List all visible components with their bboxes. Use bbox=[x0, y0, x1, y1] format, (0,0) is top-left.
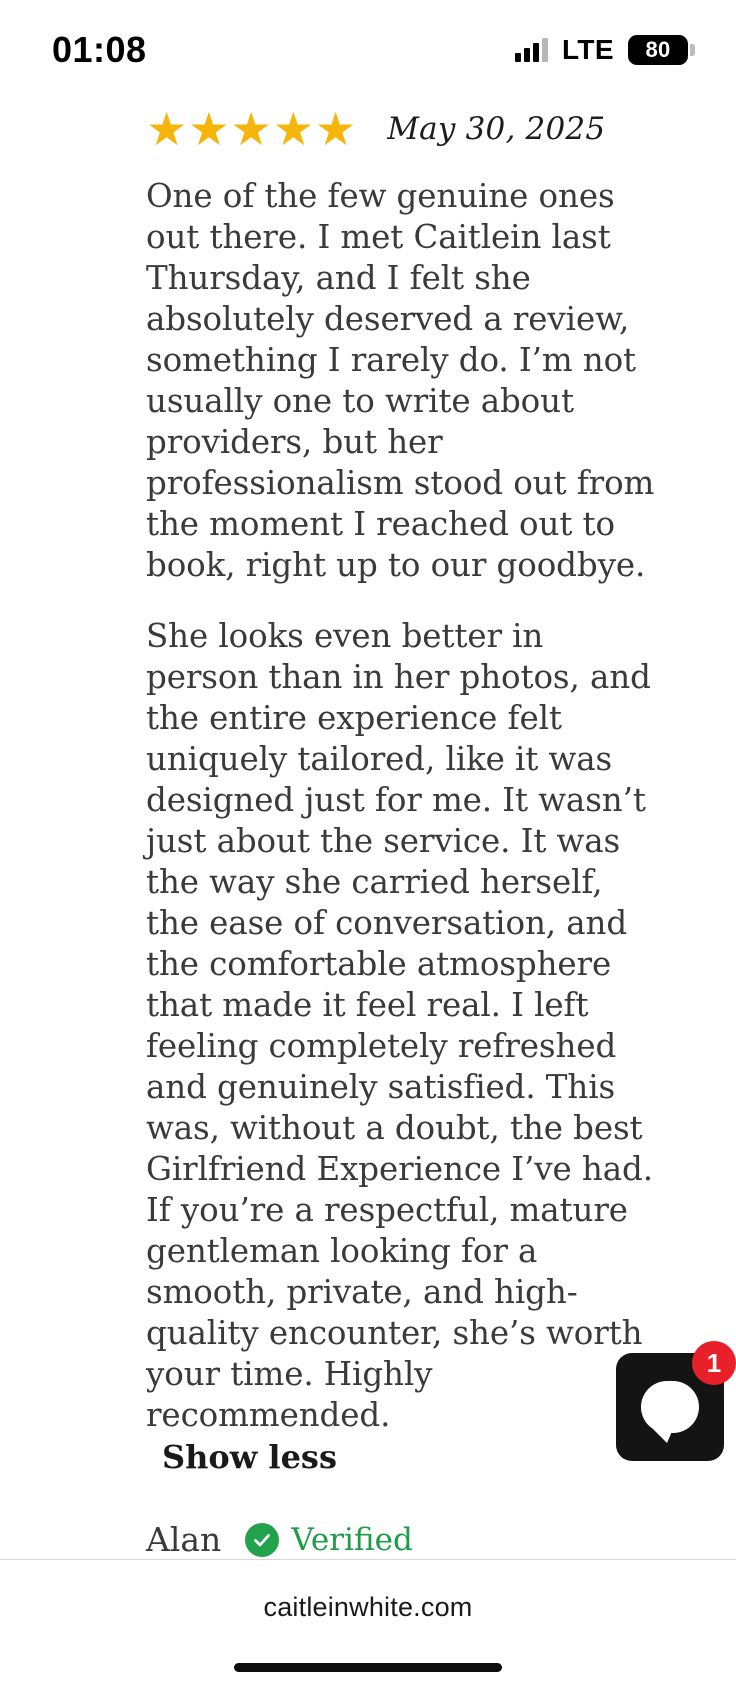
verified-badge bbox=[245, 1522, 413, 1558]
network-type-label: LTE bbox=[561, 34, 614, 65]
battery-level-label: 80 bbox=[645, 37, 671, 62]
battery-icon bbox=[628, 35, 688, 65]
review-text bbox=[48, 176, 688, 1436]
show-less-toggle[interactable]: Show less bbox=[162, 1438, 337, 1476]
review-paragraph: One of the few genuine ones out there. I met Caitlein last Thursday, and I felt she absolutely deserved a review, something I rarely do. I’m not usually one to write about providers, but her professionalism stood out from the moment I reached out to book, right up to our goodbye. bbox=[146, 177, 655, 584]
star-rating-icon: ★★★★★ bbox=[146, 103, 358, 155]
chat-bubble-icon bbox=[641, 1381, 699, 1433]
home-indicator[interactable] bbox=[234, 1663, 502, 1672]
status-bar bbox=[0, 0, 736, 100]
check-circle-icon bbox=[245, 1523, 279, 1557]
verified-label: Verified bbox=[291, 1521, 413, 1558]
status-time: 01:08 bbox=[52, 29, 147, 70]
review-header bbox=[48, 103, 688, 155]
page-url[interactable]: caitleinwhite.com bbox=[263, 1592, 473, 1622]
review-card bbox=[0, 100, 736, 1559]
cellular-signal-icon bbox=[515, 38, 548, 62]
status-indicators bbox=[515, 34, 688, 66]
reviewer-row bbox=[48, 1520, 688, 1559]
browser-address-bar[interactable] bbox=[0, 1559, 736, 1655]
review-date: May 30, 2025 bbox=[387, 111, 606, 147]
chat-unread-badge: 1 bbox=[692, 1341, 736, 1385]
reviewer-name: Alan bbox=[146, 1520, 222, 1559]
chat-widget-button[interactable] bbox=[616, 1347, 724, 1461]
home-indicator-area bbox=[0, 1655, 736, 1699]
review-paragraph: She looks even better in person than in her photos, and the entire experience felt uniquely tailored, like it was designed just for me. It wasn’t just about the service. It was the way she carried herself, the ease of conversation, and the comfortable atmosphere that made it feel real. I left feeling completely refreshed and genuinely satisfied. This was, without a doubt, the best Girlfriend Experience I’ve had. If you’re a respectful, mature gentleman looking for a smooth, private, and high-quality encounter, she’s worth your time. Highly recommended. bbox=[146, 617, 653, 1434]
